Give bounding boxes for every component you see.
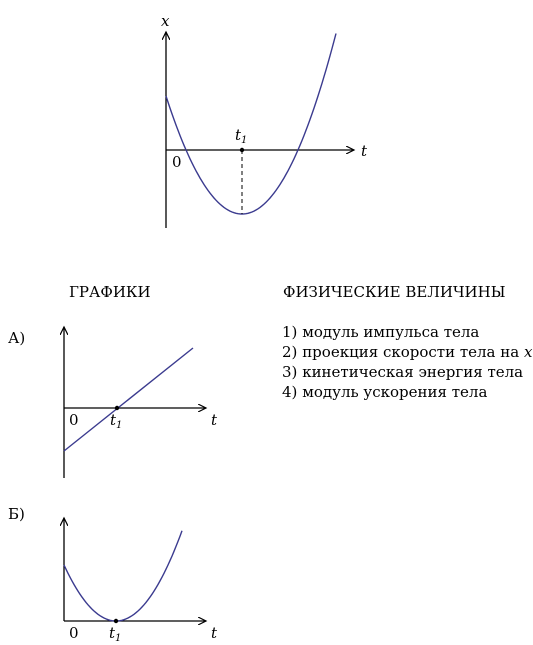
graph-b-t1-point (114, 619, 118, 623)
graph-b-curve (64, 531, 182, 621)
main-t-axis-label: t (361, 142, 368, 160)
graph-a-line (64, 348, 193, 451)
main-origin-label: 0 (172, 153, 182, 171)
main-y-axis-label: x (161, 12, 170, 30)
quantity-item-2: 2) проекция скорости тела на x (282, 343, 533, 361)
graph-b-t1-label: $t_1$ (109, 624, 122, 644)
quantity-item-1: 1) модуль импульса тела (282, 323, 480, 341)
quantity-item-3: 3) кинетическая энергия тела (282, 363, 524, 381)
main-t1-label: $t_1$ (235, 126, 248, 146)
graph-a-t-axis-label: t (211, 411, 218, 429)
quantities-list (282, 322, 532, 402)
graph-b-origin-label: 0 (69, 624, 79, 642)
quantity-item-4: 4) модуль ускорения тела (282, 383, 488, 401)
main-t1-point (240, 148, 244, 152)
graph-a-tag: А) (8, 329, 26, 347)
quantities-heading: ФИЗИЧЕСКИЕ ВЕЛИЧИНЫ (283, 283, 506, 301)
graph-a-t1-label: $t_1$ (110, 411, 123, 431)
graph-b-t-axis-label: t (211, 624, 218, 642)
main-x-curve (166, 34, 336, 215)
graphs-heading: ГРАФИКИ (69, 283, 151, 301)
graph-a-t1-point (115, 406, 119, 410)
graph-a-origin-label: 0 (69, 411, 79, 429)
graph-b-tag: Б) (8, 505, 25, 523)
